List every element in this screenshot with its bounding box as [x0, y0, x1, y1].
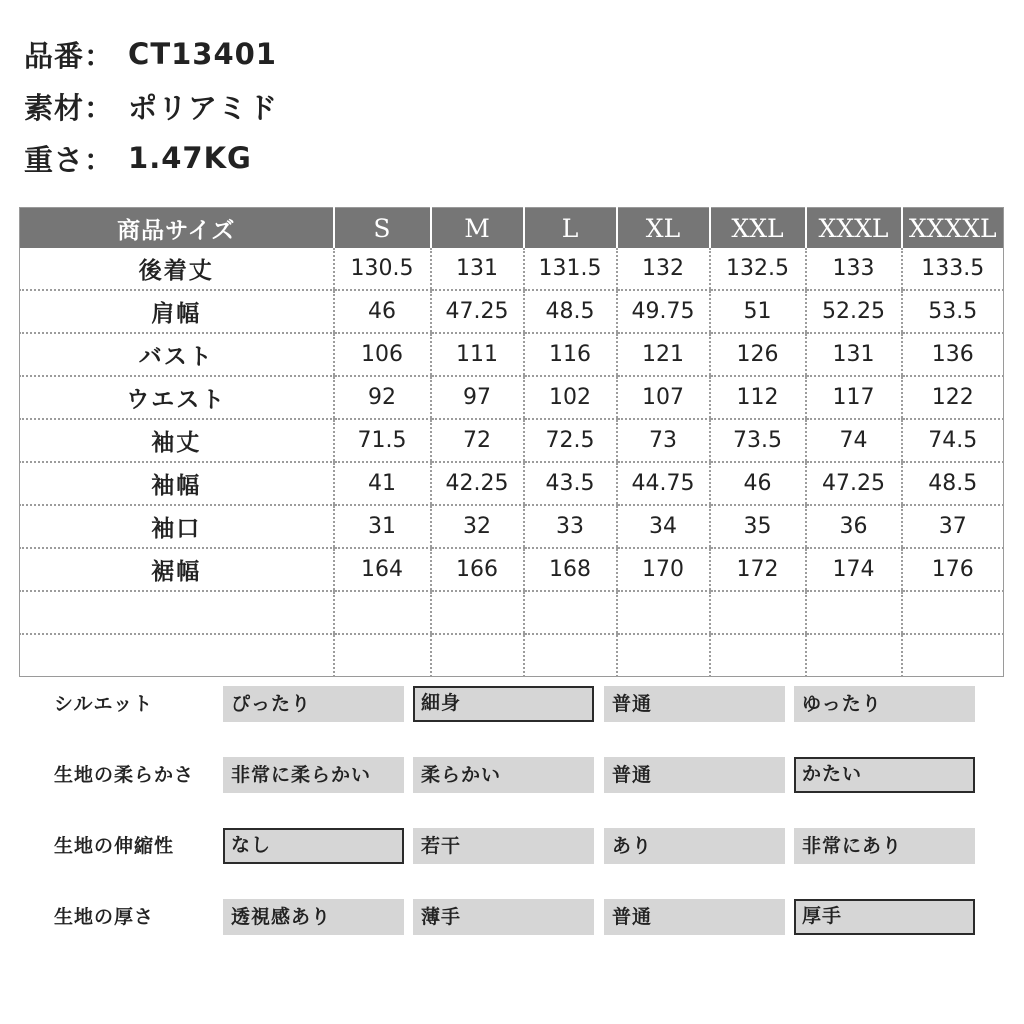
measurement-value: 166 [431, 548, 524, 591]
measurement-label: 袖丈 [20, 419, 334, 462]
measurement-label: バスト [20, 333, 334, 376]
measurement-label [20, 634, 334, 677]
measurement-value: 102 [524, 376, 617, 419]
attribute-option: 非常に柔らかい [223, 757, 404, 793]
attribute-option: 非常にあり [794, 828, 975, 864]
measurement-value: 36 [806, 505, 902, 548]
measurement-value [617, 634, 710, 677]
measurement-value: 74 [806, 419, 902, 462]
table-row [20, 462, 1004, 505]
measurement-value: 35 [710, 505, 806, 548]
measurement-value: 106 [334, 333, 431, 376]
table-row [20, 591, 1004, 634]
table-row [20, 419, 1004, 462]
size-table-corner-label: 商品サイズ [20, 208, 334, 249]
measurement-value: 74.5 [902, 419, 1004, 462]
product-number-value: CT13401 [128, 37, 277, 71]
product-number-label: 品番 [24, 38, 85, 73]
measurement-value: 72 [431, 419, 524, 462]
product-info [24, 28, 278, 184]
attribute-label: シルエット [54, 693, 154, 715]
measurement-value: 47.25 [431, 290, 524, 333]
table-row [20, 548, 1004, 591]
size-header-xxl: XXL [710, 208, 806, 249]
attribute-option-selected: 厚手 [794, 899, 975, 935]
material-value: ポリアミド [128, 90, 279, 125]
measurement-value: 48.5 [902, 462, 1004, 505]
measurement-value: 176 [902, 548, 1004, 591]
measurement-value: 174 [806, 548, 902, 591]
measurement-value: 73.5 [710, 419, 806, 462]
measurement-value [431, 634, 524, 677]
product-number-sep: ： [84, 38, 115, 73]
size-table-header [20, 208, 1004, 249]
measurement-label: 袖口 [20, 505, 334, 548]
measurement-value: 34 [617, 505, 710, 548]
attribute-label: 生地の厚さ [54, 906, 155, 928]
attribute-option: あり [604, 828, 785, 864]
measurement-label: 肩幅 [20, 290, 334, 333]
measurement-value: 46 [710, 462, 806, 505]
measurement-label [20, 591, 334, 634]
measurement-value [902, 634, 1004, 677]
measurement-value: 33 [524, 505, 617, 548]
measurement-value [431, 591, 524, 634]
weight-sep: ： [84, 142, 115, 177]
attribute-option: 柔らかい [413, 757, 594, 793]
measurement-value: 131 [806, 333, 902, 376]
measurement-value: 132.5 [710, 248, 806, 290]
measurement-value: 170 [617, 548, 710, 591]
measurement-value: 117 [806, 376, 902, 419]
measurement-value [524, 634, 617, 677]
measurement-value: 131.5 [524, 248, 617, 290]
measurement-value: 126 [710, 333, 806, 376]
attribute-option: 普通 [604, 757, 785, 793]
size-header-m: M [431, 208, 524, 249]
measurement-value: 51 [710, 290, 806, 333]
weight-label: 重さ [24, 142, 85, 177]
measurement-value: 172 [710, 548, 806, 591]
attribute-label: 生地の柔らかさ [54, 764, 195, 786]
attribute-option-selected: 細身 [413, 686, 594, 722]
measurement-value: 42.25 [431, 462, 524, 505]
measurement-value: 130.5 [334, 248, 431, 290]
size-header-xxxxl: XXXXL [902, 208, 1004, 249]
size-header-xxxl: XXXL [806, 208, 902, 249]
attribute-option: 若干 [413, 828, 594, 864]
material-label: 素材 [24, 90, 85, 125]
measurement-value [524, 591, 617, 634]
table-row [20, 505, 1004, 548]
measurement-value [806, 591, 902, 634]
measurement-value: 47.25 [806, 462, 902, 505]
measurement-value: 111 [431, 333, 524, 376]
measurement-value: 53.5 [902, 290, 1004, 333]
measurement-value [334, 591, 431, 634]
material-sep: ： [84, 90, 115, 125]
weight-value: 1.47KG [128, 141, 252, 175]
attribute-option: ゆったり [794, 686, 975, 722]
measurement-value: 43.5 [524, 462, 617, 505]
measurement-value: 46 [334, 290, 431, 333]
attribute-option: 普通 [604, 899, 785, 935]
table-row [20, 333, 1004, 376]
measurement-value [806, 634, 902, 677]
measurement-value: 133.5 [902, 248, 1004, 290]
attribute-option: ぴったり [223, 686, 404, 722]
attribute-option-selected: なし [223, 828, 404, 864]
table-row [20, 376, 1004, 419]
measurement-value [710, 634, 806, 677]
product-number-row [24, 28, 278, 80]
size-header-s: S [334, 208, 431, 249]
measurement-label: 裾幅 [20, 548, 334, 591]
attribute-option-selected: かたい [794, 757, 975, 793]
measurement-value: 71.5 [334, 419, 431, 462]
size-header-l: L [524, 208, 617, 249]
table-row [20, 248, 1004, 290]
attribute-label: 生地の伸縮性 [54, 835, 175, 857]
measurement-value: 52.25 [806, 290, 902, 333]
measurement-label: 後着丈 [20, 248, 334, 290]
measurement-value: 121 [617, 333, 710, 376]
measurement-value: 44.75 [617, 462, 710, 505]
measurement-label: 袖幅 [20, 462, 334, 505]
size-header-xl: XL [617, 208, 710, 249]
attribute-option: 普通 [604, 686, 785, 722]
measurement-value: 168 [524, 548, 617, 591]
attribute-option: 薄手 [413, 899, 594, 935]
measurement-value [334, 634, 431, 677]
measurement-value: 122 [902, 376, 1004, 419]
measurement-value: 92 [334, 376, 431, 419]
table-row [20, 290, 1004, 333]
measurement-label: ウエスト [20, 376, 334, 419]
attribute-option: 透視感あり [223, 899, 404, 935]
measurement-value [617, 591, 710, 634]
measurement-value: 48.5 [524, 290, 617, 333]
weight-row [24, 132, 278, 184]
measurement-value: 116 [524, 333, 617, 376]
measurement-value: 97 [431, 376, 524, 419]
size-table [19, 207, 1004, 677]
measurement-value: 72.5 [524, 419, 617, 462]
measurement-value: 49.75 [617, 290, 710, 333]
measurement-value [902, 591, 1004, 634]
measurement-value: 164 [334, 548, 431, 591]
measurement-value: 132 [617, 248, 710, 290]
measurement-value: 31 [334, 505, 431, 548]
table-row [20, 634, 1004, 677]
measurement-value: 32 [431, 505, 524, 548]
measurement-value: 41 [334, 462, 431, 505]
measurement-value [710, 591, 806, 634]
measurement-value: 133 [806, 248, 902, 290]
measurement-value: 73 [617, 419, 710, 462]
measurement-value: 37 [902, 505, 1004, 548]
material-row [24, 80, 278, 132]
measurement-value: 112 [710, 376, 806, 419]
measurement-value: 136 [902, 333, 1004, 376]
measurement-value: 107 [617, 376, 710, 419]
measurement-value: 131 [431, 248, 524, 290]
